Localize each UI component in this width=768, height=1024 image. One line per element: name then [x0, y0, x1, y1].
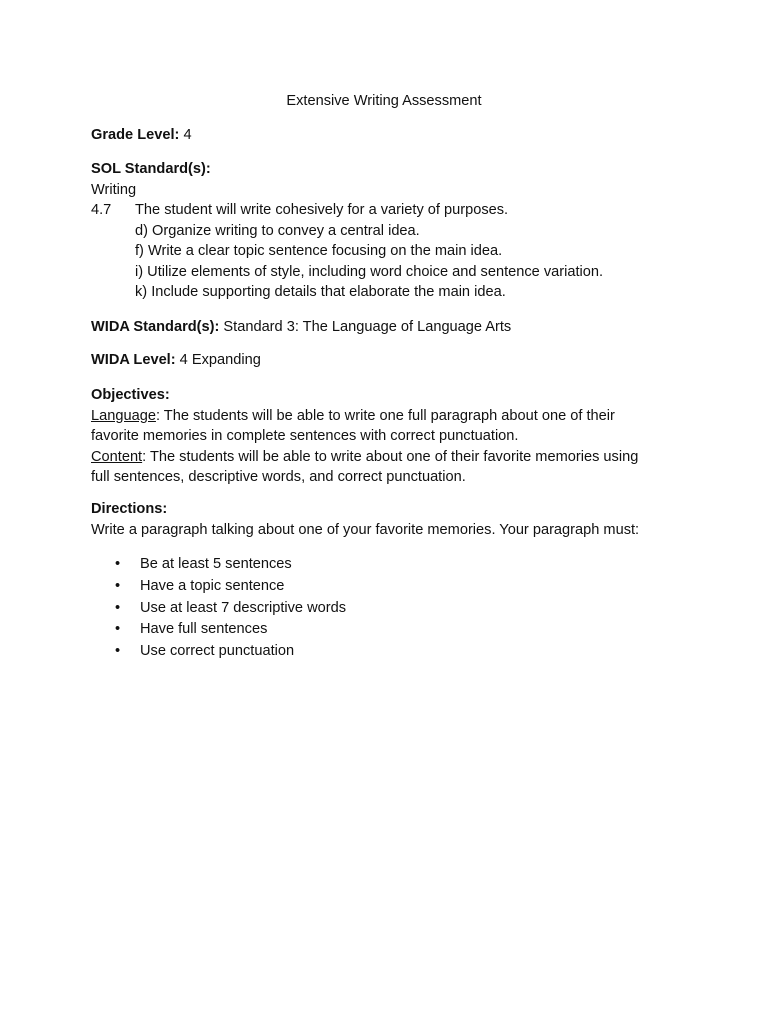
list-item-text: Have full sentences: [140, 621, 268, 638]
bullet-icon: •: [115, 599, 121, 616]
sol-item: i) Utilize elements of style, including word choice and sentence variation.: [135, 263, 604, 280]
grade-level: [91, 125, 691, 146]
directions-text: Write a paragraph talking about one of your favorite memories. Your paragraph must:: [91, 521, 640, 538]
sol-item: k) Include supporting details that elaborate the main idea.: [135, 284, 506, 300]
list-item-text: Have a topic sentence: [140, 577, 285, 594]
objective-language-text-cont: favorite memories in complete sentences with correct punctuation.: [91, 428, 519, 444]
wida-level-label: WIDA Level:: [91, 352, 176, 368]
objectives-label: Objectives:: [91, 387, 170, 403]
wida-standard-value: Standard 3: The Language of Language Arts: [219, 319, 512, 335]
objective-content-label: Content: [91, 448, 143, 465]
sol-standard-statement: The student will write cohesively for a variety of purposes.: [135, 202, 509, 218]
grade-level-label: Grade Level:: [91, 127, 180, 143]
wida-level: [91, 350, 691, 371]
list-item: [91, 554, 591, 576]
list-item: [91, 619, 591, 641]
wida-standard-label: WIDA Standard(s):: [91, 319, 220, 335]
list-item-text: Be at least 5 sentences: [140, 556, 292, 572]
directions-label: Directions:: [91, 501, 168, 517]
list-item-text: Use correct punctuation: [140, 643, 295, 660]
wida-level-value: 4 Expanding: [175, 352, 261, 368]
sol-item: f) Write a clear topic sentence focusing on the main idea.: [135, 243, 503, 259]
objective-language-label: Language: [91, 407, 156, 424]
objective-content-text-cont: full sentences, descriptive words, and correct punctuation.: [91, 469, 466, 485]
bullet-icon: •: [115, 621, 121, 638]
bullet-icon: •: [115, 577, 121, 594]
sol-standard-row: [91, 200, 691, 221]
document-title: Extensive Writing Assessment: [286, 93, 482, 109]
bullet-icon: •: [115, 556, 121, 572]
grade-level-value: 4: [179, 127, 192, 143]
sol-subject: Writing: [91, 181, 137, 198]
list-item: [91, 576, 591, 598]
wida-standard: [91, 317, 691, 338]
list-item: [91, 598, 591, 620]
objective-content: [91, 447, 691, 468]
sol-standard-number: 4.7: [91, 202, 112, 218]
list-item: [91, 641, 591, 663]
directions: [91, 499, 691, 540]
sol-item: d) Organize writing to convey a central idea.: [135, 222, 420, 239]
sol-label: SOL Standard(s):: [91, 161, 211, 177]
list-item-text: Use at least 7 descriptive words: [140, 599, 347, 616]
requirements-list: [91, 554, 591, 663]
objective-content-text: : The students will be able to write about one of their favorite memories using: [142, 448, 639, 465]
objectives: [91, 385, 691, 488]
objective-language: [91, 406, 691, 427]
objective-language-text: : The students will be able to write one full paragraph about one of their: [155, 407, 615, 424]
sol-standards: [91, 159, 691, 303]
bullet-icon: •: [115, 643, 121, 660]
